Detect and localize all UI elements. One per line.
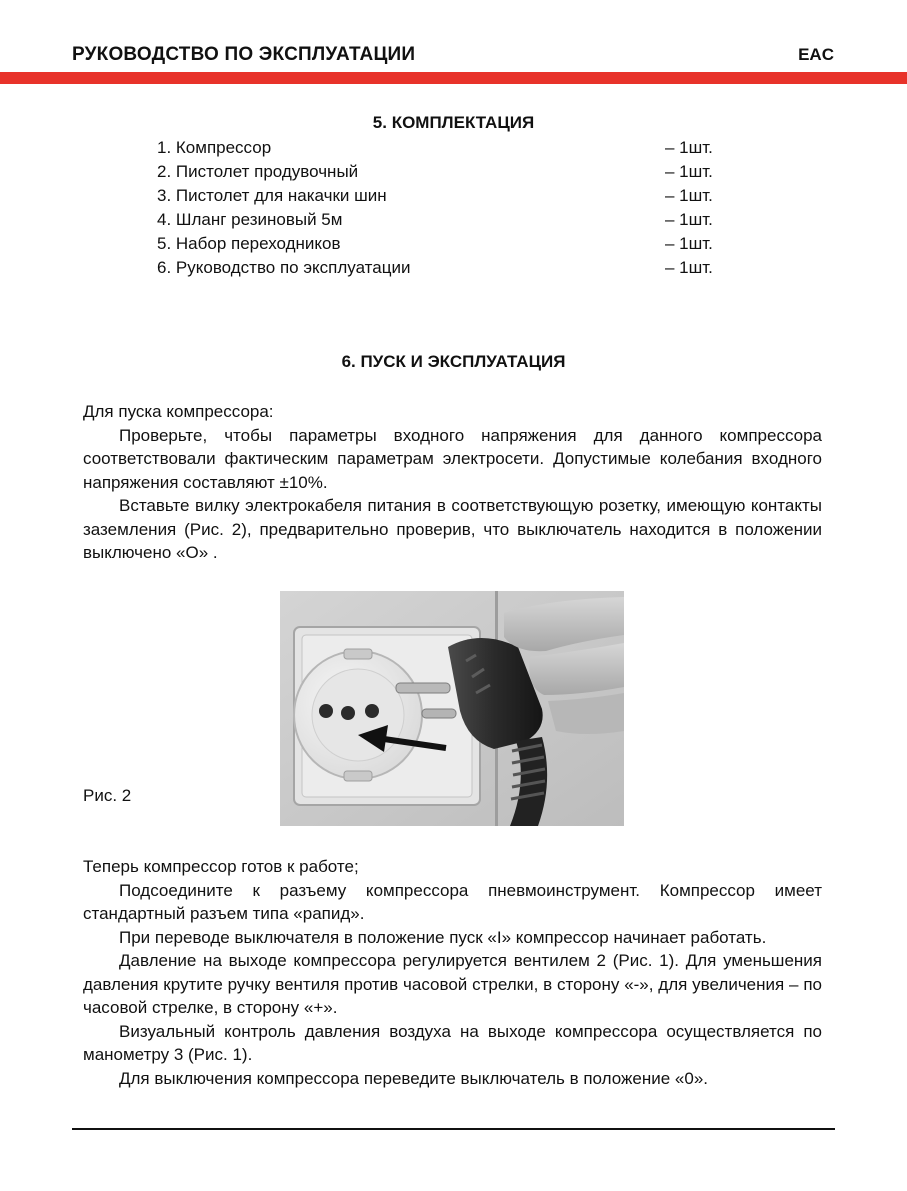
kit-list <box>157 136 737 280</box>
list-item <box>157 136 737 160</box>
list-item <box>157 208 737 232</box>
kit-item-name: 4. Шланг резиновый 5м <box>157 210 343 229</box>
startup-text <box>83 400 822 565</box>
list-item <box>157 184 737 208</box>
kit-item-name: 6. Руководство по эксплуатации <box>157 258 411 277</box>
eac-mark: EAC <box>798 45 834 64</box>
kit-item-qty: – 1шт. <box>665 234 713 253</box>
kit-item-name: 3. Пистолет для накачки шин <box>157 186 387 205</box>
kit-item-name: 5. Набор переходников <box>157 234 341 253</box>
socket-plug-photo <box>280 591 624 826</box>
paragraph: Теперь компрессор готов к работе; <box>83 857 359 876</box>
paragraph: При переводе выключателя в положение пуск «I» компрессор начинает работать. <box>119 927 767 947</box>
paragraph: Проверьте, чтобы параметры входного напряжения для данного компрессора соответствовали фактическим параметрам электросети. Допустимые колебания входного напряжения составляют ±10%. <box>83 425 822 492</box>
kit-item-name: 2. Пистолет продувочный <box>157 162 359 181</box>
kit-item-qty: – 1шт. <box>665 162 713 181</box>
paragraph: Для выключения компрессора переведите выключатель в положение «0». <box>119 1068 708 1088</box>
paragraph: Вставьте вилку электрокабеля питания в соответствующую розетку, имеющую контакты заземления (Рис. 2), предварительно проверив, что выключатель находится в положении выключено «О» . <box>83 496 822 562</box>
operation-text <box>83 855 822 1090</box>
bottom-divider <box>72 1128 835 1130</box>
list-item <box>157 256 737 280</box>
section-5-title: 5. КОМПЛЕКТАЦИЯ <box>372 113 535 132</box>
kit-item-qty: – 1шт. <box>665 258 713 277</box>
paragraph: Подсоедините к разъему компрессора пневмоинструмент. Компрессор имеет стандартный разъем типа «рапид». <box>83 880 822 923</box>
paragraph: Давление на выходе компрессора регулируется вентилем 2 (Рис. 1). Для уменьшения давления крутите ручку вентиля против часовой стрелки, в сторону «-», для увеличения – по часовой стрелке, в сторону «+». <box>83 951 822 1017</box>
header-accent-bar <box>0 72 907 84</box>
list-item <box>157 232 737 256</box>
kit-item-qty: – 1шт. <box>665 186 713 205</box>
paragraph: Для пуска компрессора: <box>83 402 274 421</box>
list-item <box>157 160 737 184</box>
figure-label: Рис. 2 <box>83 786 132 805</box>
kit-item-qty: – 1шт. <box>665 210 713 229</box>
kit-item-qty: – 1шт. <box>665 138 713 157</box>
paragraph: Визуальный контроль давления воздуха на выходе компрессора осуществляется по манометру 3 (Рис. 1). <box>83 1021 822 1064</box>
section-6-title: 6. ПУСК И ЭКСПЛУАТАЦИЯ <box>341 352 566 371</box>
kit-item-name: 1. Компрессор <box>157 138 272 157</box>
header-title: РУКОВОДСТВО ПО ЭКСПЛУАТАЦИИ <box>72 44 416 65</box>
